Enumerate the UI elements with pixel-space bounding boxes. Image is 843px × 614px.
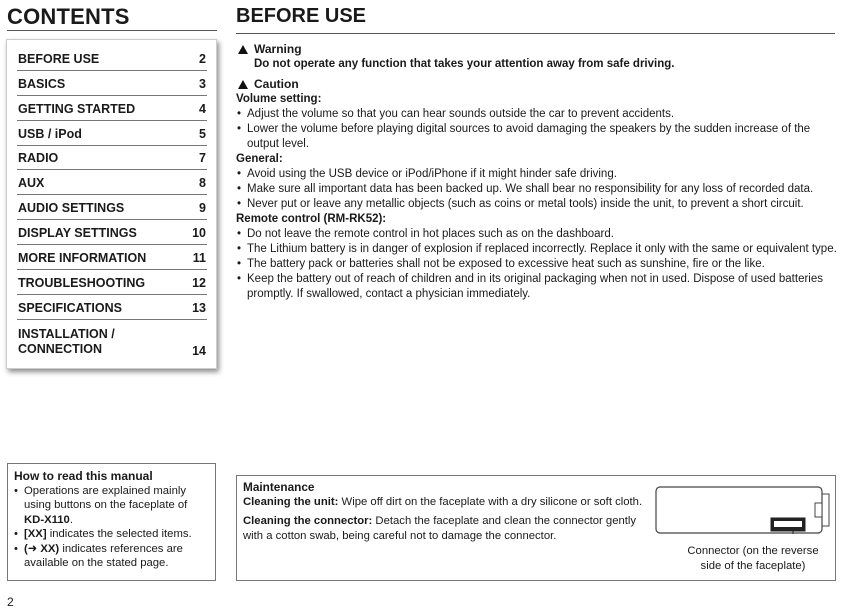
warning-heading-text: Warning xyxy=(254,42,302,56)
cleaning-connector-paragraph xyxy=(243,514,653,544)
section-divider xyxy=(236,33,835,34)
toc-item-display-settings[interactable] xyxy=(17,220,207,245)
maintenance-title: Maintenance xyxy=(243,480,315,494)
toc-label: MORE INFORMATION xyxy=(18,251,147,266)
before-use-content xyxy=(236,42,838,302)
toc-page: 4 xyxy=(199,101,206,116)
reference-mark: (➜ XX) xyxy=(24,542,60,555)
table-of-contents xyxy=(6,39,217,369)
how-to-read-title: How to read this manual xyxy=(14,469,153,483)
warning-text: Do not operate any function that takes your attention away from safe driving. xyxy=(254,58,675,70)
cleaning-unit-paragraph xyxy=(243,495,653,510)
faceplate-latch xyxy=(815,503,822,517)
toc-label: GETTING STARTED xyxy=(18,101,136,116)
toc-item-specifications[interactable] xyxy=(17,295,207,320)
cleaning-connector-text: Detach the faceplate and clean the connector gently with a cotton swab, being careful not to damage the connector. xyxy=(243,515,637,542)
toc-page: 14 xyxy=(192,343,206,358)
list-item: • Adjust the volume so that you can hear sounds outside the car to prevent accidents. xyxy=(236,107,838,122)
page-number: 2 xyxy=(7,595,14,609)
list-item: • Do not leave the remote control in hot places such as on the dashboard. xyxy=(236,227,838,242)
toc-page: 7 xyxy=(199,151,206,166)
toc-label: AUX xyxy=(18,176,45,191)
toc-page: 10 xyxy=(192,226,206,241)
toc-item-installation-connection[interactable] xyxy=(17,320,207,359)
bullet-end: . xyxy=(69,513,73,526)
toc-item-getting-started[interactable] xyxy=(17,96,207,121)
maintenance-text xyxy=(243,480,653,544)
bullet-text: indicates the selected items. xyxy=(46,528,192,540)
list-item: • The battery pack or batteries shall not be exposed to excessive heat such as sunshine, fire or the like. xyxy=(236,257,838,272)
toc-label: SPECIFICATIONS xyxy=(18,300,122,315)
connector-caption: Connector (on the reverse side of the faceplate) xyxy=(687,545,819,572)
section-title: BEFORE USE xyxy=(236,5,367,27)
toc-label: DISPLAY SETTINGS xyxy=(18,226,137,241)
toc-item-usb-ipod[interactable] xyxy=(17,121,207,146)
toc-page: 11 xyxy=(192,251,206,266)
contents-title: CONTENTS xyxy=(7,4,130,29)
bullet-text: Operations are explained mainly using buttons on the faceplate of xyxy=(24,484,188,511)
toc-label: BASICS xyxy=(18,76,66,91)
toc-list xyxy=(17,46,207,359)
toc-label: USB / iPod xyxy=(18,126,82,141)
toc-item-basics[interactable] xyxy=(17,71,207,96)
list-item: • Never put or leave any metallic objects (such as coins or metal tools) inside the unit, to prevent a short circuit. xyxy=(236,197,838,212)
caution-heading xyxy=(236,77,838,92)
toc-label: AUDIO SETTINGS xyxy=(18,201,125,216)
toc-item-before-use[interactable] xyxy=(17,46,207,71)
toc-page: 8 xyxy=(199,176,206,191)
contents-divider xyxy=(7,30,217,31)
caution-icon xyxy=(238,80,248,89)
list-item: • Keep the battery out of reach of children and in its original packaging when not in used. Dispose of used batteries promptly. If swallowed, contact a physician immediately. xyxy=(236,272,838,302)
toc-label: TROUBLESHOOTING xyxy=(18,275,146,290)
faceplate-illustration xyxy=(655,486,831,534)
toc-label: RADIO xyxy=(18,151,59,166)
toc-page: 2 xyxy=(199,51,206,66)
cleaning-unit-text: Wipe off dirt on the faceplate with a dry silicone or soft cloth. xyxy=(338,496,643,508)
remote-heading: Remote control (RM-RK52): xyxy=(236,213,387,225)
toc-label: INSTALLATION / CONNECTION xyxy=(18,326,115,357)
cleaning-unit-label: Cleaning the unit: xyxy=(243,496,339,508)
faceplate-edge xyxy=(822,494,829,526)
bullet-text: indicates references are available on the stated page. xyxy=(24,542,183,569)
list-item: • Lower the volume before playing digital sources to avoid damaging the speakers by the sudden increase of the output level. xyxy=(236,122,838,152)
list-item xyxy=(14,542,209,571)
toc-item-troubleshooting[interactable] xyxy=(17,270,207,295)
toc-label: BEFORE USE xyxy=(18,51,100,66)
toc-item-audio-settings[interactable] xyxy=(17,195,207,220)
toc-page: 3 xyxy=(199,76,206,91)
list-item xyxy=(14,484,209,528)
toc-page: 5 xyxy=(199,126,206,141)
connector-slot xyxy=(774,521,802,527)
selected-mark: [XX] xyxy=(24,528,47,540)
toc-item-more-information[interactable] xyxy=(17,245,207,270)
list-item: • The Lithium battery is in danger of explosion if replaced incorrectly. Replace it only with the same or equivalent type. xyxy=(236,242,838,257)
warning-icon xyxy=(238,45,248,54)
toc-page: 9 xyxy=(199,201,206,216)
toc-page: 12 xyxy=(192,275,206,290)
model-name: KD-X110 xyxy=(24,513,70,526)
list-item xyxy=(14,527,209,542)
volume-heading: Volume setting: xyxy=(236,93,322,105)
list-item: • Make sure all important data has been backed up. We shall bear no responsibility for any loss of recorded data. xyxy=(236,182,838,197)
general-heading: General: xyxy=(236,153,283,165)
cleaning-connector-label: Cleaning the connector: xyxy=(243,515,373,527)
warning-heading xyxy=(236,42,838,57)
caution-heading-text: Caution xyxy=(254,77,299,91)
toc-item-aux[interactable] xyxy=(17,170,207,195)
how-to-read-box xyxy=(7,463,216,581)
toc-page: 13 xyxy=(192,300,206,315)
list-item: • Avoid using the USB device or iPod/iPhone if it might hinder safe driving. xyxy=(236,167,838,182)
toc-item-radio[interactable] xyxy=(17,146,207,171)
